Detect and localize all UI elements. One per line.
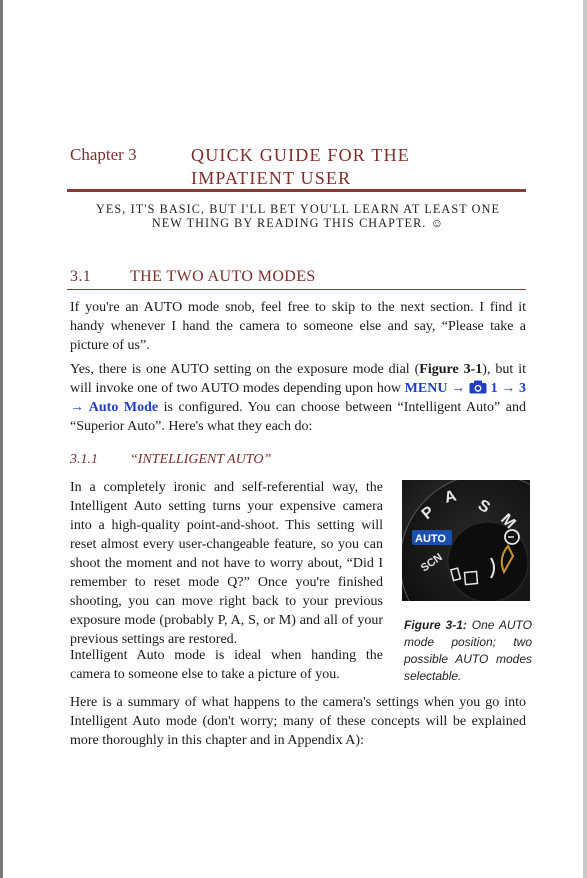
page-right-edge [583, 0, 587, 878]
figure-label: Figure 3-1: [404, 618, 467, 632]
menu-path-end: 1 → 3 → Auto Mode [70, 381, 527, 415]
paragraph-ideal-use: Intelligent Auto mode is ideal when handing the camera to someone else to take a picture of you. [70, 648, 383, 682]
figure-caption [404, 617, 532, 685]
dial-label-a: A [442, 487, 459, 507]
page-left-edge [0, 0, 3, 878]
dial-label-auto: AUTO [415, 533, 446, 545]
mode-dial-image [402, 480, 530, 601]
epigraph-line2: NEW THING BY READING THIS CHAPTER. ☺ [151, 216, 445, 230]
section-title: THE TWO AUTO MODES [130, 268, 316, 285]
subsection-title: “INTELLIGENT AUTO” [130, 452, 272, 467]
paragraph2-pre: Yes, there is one AUTO setting on the exposure mode dial ( [70, 362, 420, 377]
paragraph-two-auto-modes [70, 360, 526, 436]
subsection-number: 3.1.1 [70, 452, 98, 467]
epigraph-line1: YES, IT'S BASIC, BUT I'LL BET YOU'LL LEARN AT LEAST ONE [95, 202, 501, 216]
subsection-heading [70, 452, 272, 468]
chapter-title-line2: IMPATIENT USER [191, 168, 352, 188]
paragraph-summary: Here is a summary of what happens to the camera's settings when you go into Intelligent Auto mode (don't worry; many of these concepts will be explained more thoroughly in this chapter and in Appendix A): [70, 695, 526, 748]
section-number: 3.1 [70, 268, 92, 285]
chapter-rule [67, 189, 526, 192]
paragraph2-post: is configured. You can choose between “Intelligent Auto” and “Superior Auto”. Here's what they each do: [70, 400, 526, 434]
chapter-epigraph [70, 202, 526, 230]
paragraph2-mid: ), but it will invoke one of two AUTO modes depending upon how [70, 362, 526, 396]
dial-label-p: P [418, 503, 438, 524]
section-rule [67, 289, 526, 290]
dial-label-m: M [497, 510, 519, 533]
chapter-title [191, 144, 410, 190]
figure-reference[interactable]: Figure 3-1 [419, 362, 483, 377]
dial-label-scn: SCN [418, 551, 445, 575]
dial-label-s: S [475, 496, 493, 517]
chapter-title-line1: QUICK GUIDE FOR THE [191, 145, 410, 165]
menu-path-start: MENU → [404, 381, 466, 396]
chapter-number: Chapter 3 [70, 145, 137, 164]
paragraph-intelligent-auto: In a completely ironic and self-referential way, the Intelligent Auto setting turns your expensive camera into a high-quality point-and-shoot. This setting will reset almost every user-changeable feature, so you can shoot the moment and not have to worry about, “Did I remember to reset mode Q?” Once you're finished shooting, you can move right back to your previous exposure mode (probably P, A, S, or M) and all of your previous settings are restored. [70, 480, 383, 647]
figure-caption-text: One AUTO mode position; two possible AUTO modes selectable. [404, 618, 532, 683]
camera-icon [469, 380, 487, 394]
section-heading [70, 268, 526, 286]
paragraph-auto-snob: If you're an AUTO mode snob, feel free to skip to the next section. I find it handy whenever I hand the camera to someone else and say, “Please take a picture of us”. [70, 300, 526, 353]
